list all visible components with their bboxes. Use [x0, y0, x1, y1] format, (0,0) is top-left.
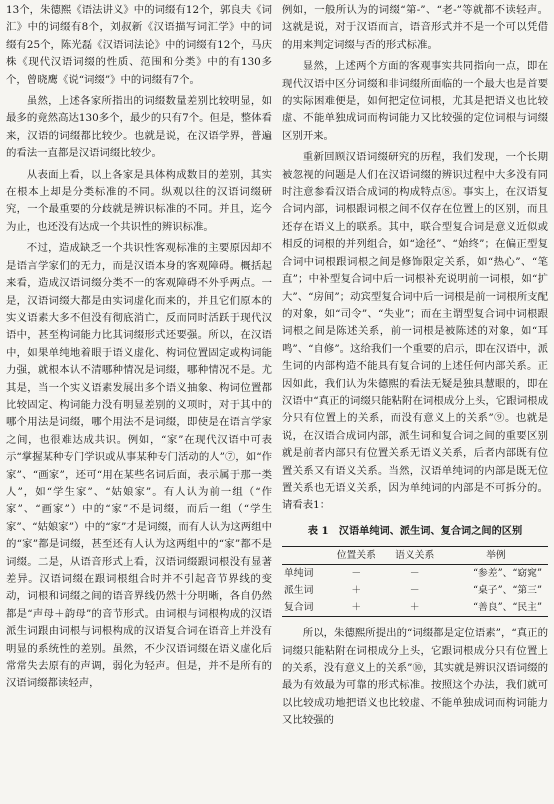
paragraph-7: 重新回顾汉语词缀研究的历程，我们发现，一个长期被忽视的问题是人们在汉语词缀的辨识过程中大多没有同时注意参看汉语合成词的构成特点⑧。事实上，在汉语复合词内部，词根跟词根之间不仅存在位置上的区别，而且还存在语义上的联系。其中，联合型复合词是意义近似或相反的词根的并列组合，如“途径”、“始终”；在偏正型复合词中词根跟词根之间是修饰限定关系，如“热心”、“笔直”；中补型复合词中后一词根补充说明前一词根，如“扩大”、“房间”；动宾型复合词中后一词根是前一词根所支配的对象，如“司令”、“失业”；而在主谓型复合词中词根跟词根之间是陈述关系，前一词根是被陈述的对象，如“耳鸣”、“自修”。这给我们一个重要的启示，即在汉语中，派生词的内部构造不能具有复合词的上述任何内部关系。正因如此，我们认为朱德熙的看法无疑是独具慧眼的，即在汉语中“真正的词缀只能粘附在词根成分上头，它跟词根成分只有位置上的关系，而没有意义上的关系”⑨。也就是说，在汉语合成词内部，派生词和复合词之间的重要区别就是前者内部只有位置关系无语义关系，后者内部既有位置关系又有语义关系。当然，汉语单纯词的内部是既无位置关系也无语义关系，因为单纯词的内部是不可拆分的。请看表1： — [282, 151, 548, 512]
right-column — [282, 2, 548, 802]
left-column — [6, 2, 272, 802]
table-header-cell: 语义关系 — [395, 550, 435, 562]
paragraph-5: 例如，一般所认为的词缀“第-”、“老-”等就都不读轻声。这就是说，对于汉语而言，语音形式并不是一个可以凭借的用来判定词缀与否的形式标准。 — [282, 4, 548, 51]
paragraph-6: 显然，上述两个方面的客观事实共同指向一点，即在现代汉语中区分词缀和非词缀所面临的一个最大也是首要的实际困难便是，如何把定位词根，尤其是把语义也比较虚、不能单独成词而构词能力又比较强的定位词根与词缀区别开来。 — [282, 60, 548, 142]
table-header-cell — [282, 547, 327, 565]
table-cell: “善良”、“民主” — [472, 602, 542, 614]
table-cell: － — [409, 568, 420, 580]
table-cell: 复合词 — [284, 602, 314, 614]
two-column-layout — [6, 2, 548, 802]
table-header-row — [282, 547, 548, 565]
table-row — [282, 565, 548, 583]
table-cell: 派生词 — [284, 585, 314, 597]
paragraph-1: 13个，朱德熙《语法讲义》中的词缀有12个，郭良夫《词汇》中的词缀有8个，刘叔新《汉语描写词汇学》中的词缀有25个，陈光磊《汉语词法论》中的词缀有12个，马庆株《现代汉语词缀的性质、范围和分类》中的有130多个，曾晓鹰《说“词缀”》中的词缀有7个。 — [6, 4, 272, 86]
table-cell: “桌子”、“第三” — [472, 585, 542, 597]
table-cell: － — [351, 568, 362, 580]
table-title: 表 1 汉语单纯词、派生词、复合词之间的区别 — [307, 524, 523, 537]
table-header-cell: 举例 — [486, 550, 506, 562]
paragraph-3: 从表面上看，以上各家是具体构成数目的差别，其实在根本上却是分类标准的不同。纵观以往的汉语词缀研究，一个最重要的分歧就是辨识标准的不同。并且，迄今为止，也还没有达成一个共识性的辨识标准。 — [6, 168, 272, 233]
paragraph-2: 虽然，上述各家所指出的词缀数量差别比较明显，如最多的竟然高达130多个，最少的只有7个。但是，整体看来，汉语的词缀都比较少。也就是说，在汉语学界，普遍的看法一直都是汉语词缀比较少。 — [6, 95, 272, 160]
table-cell: 单纯词 — [284, 568, 314, 580]
table-header-cell: 位置关系 — [336, 550, 376, 562]
table-cell: “参差”、“窈窕” — [472, 568, 542, 580]
table-cell: ＋ — [409, 602, 420, 614]
table-row — [282, 582, 548, 599]
comparison-table — [282, 546, 548, 617]
paragraph-4: 不过，造成缺乏一个共识性客观标准的主要原因却不是语言学家们的无力，而是汉语本身的客观障碍。概括起来看，造成汉语词缀分类不一的客观障碍不外乎两点。一是，汉语词缀大都是由实词虚化而来的，并且它们原本的实义语素大多不但没有彻底消亡，反而同时活跃于现代汉语中，甚至构词能力比其词缀形式还要强。所以，在汉语中，如果单纯地着眼于语义虚化、构词位置固定或构词能力强，就根本认不清哪种情况是词缀，哪种情况不是。尤其是，当一个实义语素发展出多个语义抽象、构词位置都比较固定、构词能力没有明显差别的义项时，对于其中的哪个用法是词缀，哪个用法不是词缀，即使是在语言学家之间，也很难达成共识。例如，“家”在现代汉语中可表示“掌握某种专门学识或从事某种专门活动的人”⑦，如“作家”、“画家”，还可“用在某些名词后面，表示属于那一类人”，如“学生家”、“姑娘家”。有人认为前一组（“作家”、“画家”）中的“家”不是词缀，而后一组（“学生家”、“姑娘家”）中的“家”才是词缀，而有人认为这两组中的“家”都是词缀，甚至还有人认为这两组中的“家”都不是词缀。二是，从语音形式上看，汉语词缀跟词根没有显著差异。汉语词缀在跟词根组合时并不引起音节界线的变动，词根和词缀之间的语音界线仍然十分明晰，各自仍然都是“声母＋韵母”的音节形式。由词根与词根构成的汉语派生词跟由词根与词根构成的汉语复合词在语音上并没有明显的系统性的差别。虽然，不少汉语词缀在语义虚化后常常失去原有的声调，弱化为轻声。但是，并不是所有的汉语词缀都读轻声， — [6, 242, 272, 690]
paragraph-8: 所以，朱德熙所提出的“词缀都是定位语素”，“真正的词缀只能粘附在词根成分上头，它跟词根成分只有位置上的关系，没有意义上的关系”⑩，其实就是辨识汉语词缀的最为有效最为可靠的形式标准。按照这个办法，我们就可以比较成功地把语义也比较虚、不能单独成词而构词能力又比较强的 — [282, 627, 548, 727]
table-row — [282, 599, 548, 617]
table-cell: ＋ — [351, 585, 362, 597]
table-cell: － — [409, 585, 420, 597]
table-cell: ＋ — [351, 602, 362, 614]
